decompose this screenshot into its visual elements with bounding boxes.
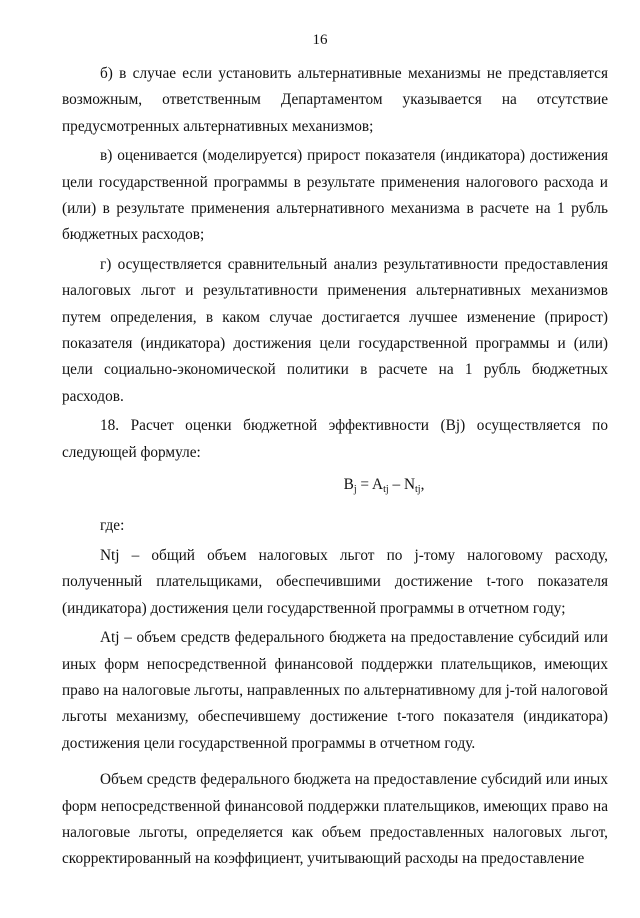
document-body [62, 61, 608, 873]
formula-minus: – N [388, 476, 415, 494]
paragraph-v: в) оценивается (моделируется) прирост показателя (индикатора) достижения цели государственной программы в результате применения налогового расхода и (или) в результате применения альтернативного механизма в расчете на 1 рубль бюджетных расходов; [62, 147, 608, 244]
paragraph-g: г) осуществляется сравнительный анализ результативности предоставления налоговых льгот и результативности применения альтернативных механизмов путем определения, в каком случае достигается лучшее изменение (прирост) показателя (индикатора) достижения цели государственной программы и (или) цели социально-экономической политики в расчете на 1 рубль бюджетных расходов. [62, 255, 608, 405]
definition-ntj: Ntj – общий объем налоговых льгот по j-тому налоговому расходу, полученный плательщиками, обеспечившими достижение t-того показателя (индикатора) достижения цели государственной программы в отчетном году; [62, 546, 608, 617]
formula [62, 472, 608, 498]
formula-lhs: B [343, 476, 354, 494]
paragraph-budget-volume: Объем средств федерального бюджета на предоставление субсидий или иных форм непосредственной финансовой поддержки плательщиков, имеющих право на налоговые льготы, определяется как объем предоставленных налоговых льгот, скорректированный на коэффициент, учитывающий расходы на предоставление [62, 771, 608, 868]
page-number: 16 [312, 32, 328, 48]
where-label: где: [100, 516, 125, 534]
formula-a-sub: tj [383, 484, 389, 496]
formula-n-sub: tj [415, 484, 421, 496]
formula-eq: = A [356, 476, 384, 494]
formula-lhs-sub: j [353, 484, 357, 496]
paragraph-b: б) в случае если установить альтернативные механизмы не представляется возможным, ответственным Департаментом указывается на отсутствие предусмотренных альтернативных механизмов; [62, 65, 608, 135]
paragraph-18: 18. Расчет оценки бюджетной эффективности (Bj) осуществляется по следующей формуле: [62, 417, 608, 461]
formula-tail: , [420, 476, 425, 494]
definition-atj: Atj – объем средств федерального бюджета на предоставление субсидий или иных форм непосредственной финансовой поддержки плательщиков, имеющих право на налоговые льготы, направленных по альтернативному для j-той налоговой льготы механизму, обеспечившему достижение t-того показателя (индикатора) достижения цели государственной программы в отчетном году. [62, 629, 608, 752]
